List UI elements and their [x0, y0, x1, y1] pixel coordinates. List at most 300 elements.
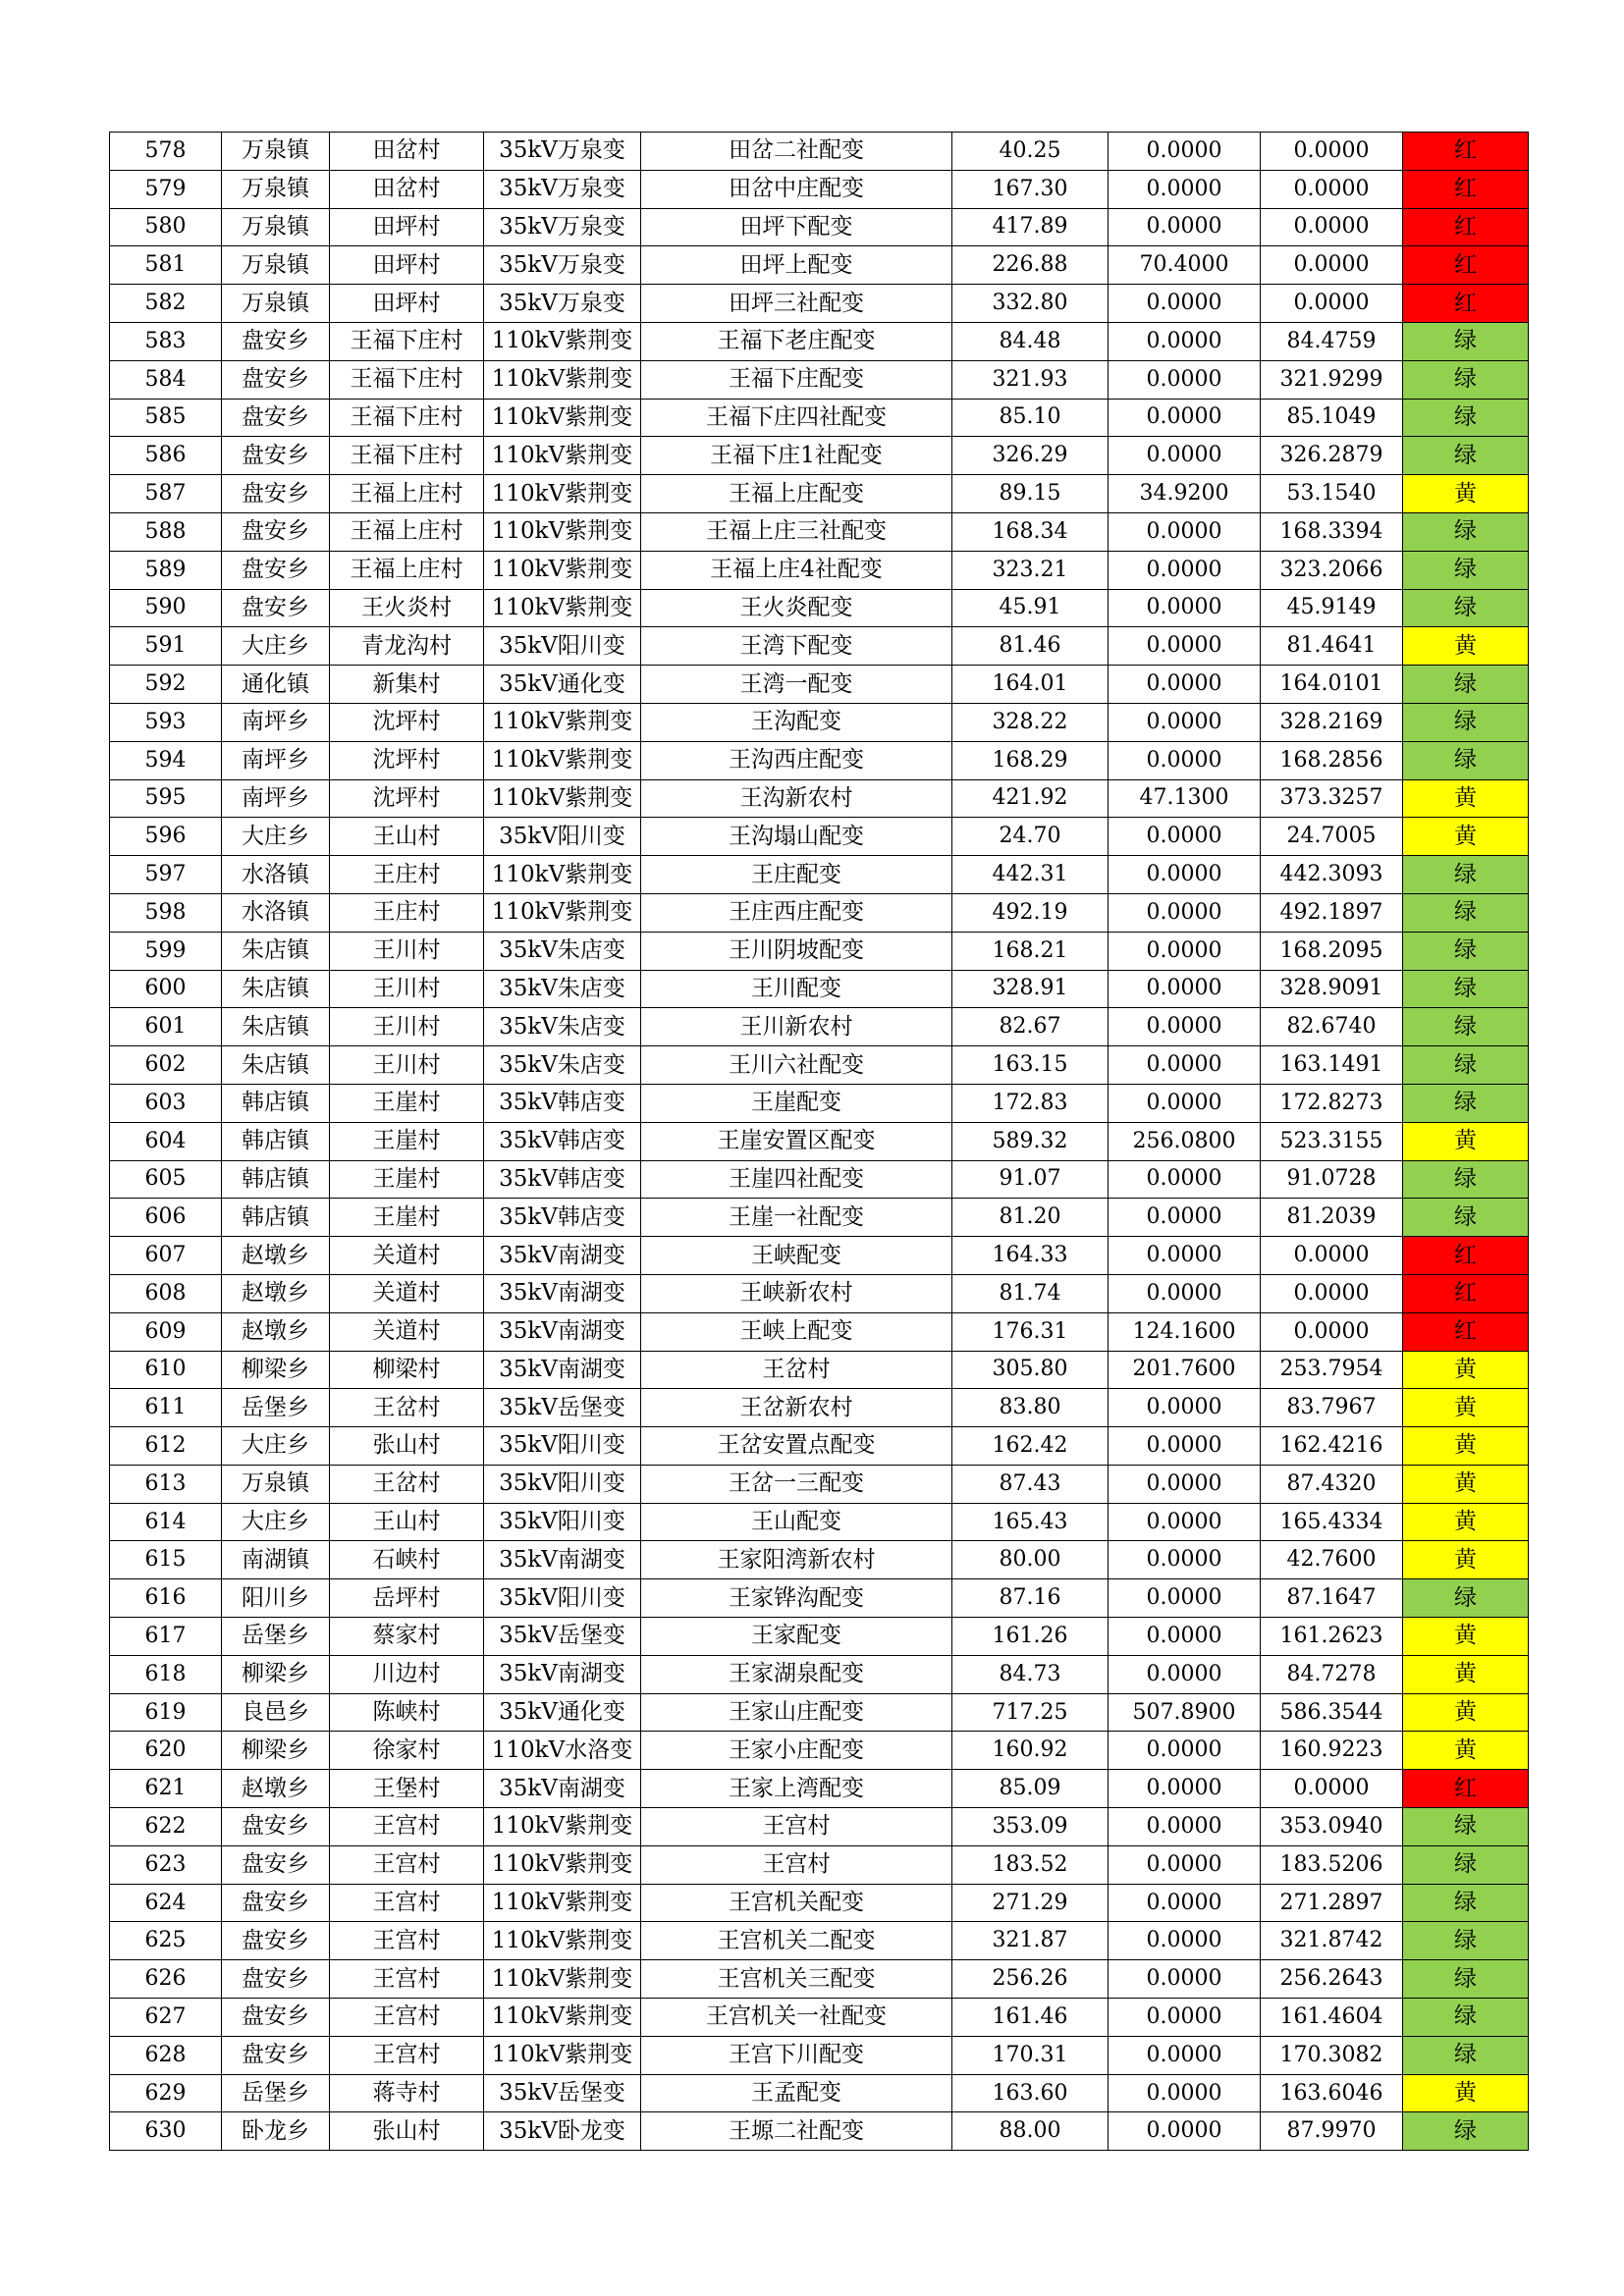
substation: 35kV南湖变	[484, 1541, 641, 1579]
table-row	[110, 970, 1529, 1008]
substation: 35kV阳川变	[484, 627, 641, 666]
table-row	[110, 1808, 1529, 1846]
value-b: 326.2879	[1261, 437, 1403, 475]
village: 王庄村	[330, 856, 484, 894]
table-row	[110, 246, 1529, 285]
transformer-name: 王家铧沟配变	[641, 1579, 952, 1618]
status-badge: 红	[1403, 1237, 1529, 1275]
row-index: 612	[110, 1427, 222, 1466]
value-b: 0.0000	[1261, 285, 1403, 323]
table-row	[110, 1503, 1529, 1541]
village: 王福上庄村	[330, 512, 484, 551]
value-b: 323.2066	[1261, 551, 1403, 589]
value-a: 0.0000	[1109, 1389, 1261, 1427]
capacity-value: 91.07	[952, 1160, 1109, 1199]
status-badge: 绿	[1403, 1999, 1529, 2037]
village: 张山村	[330, 1427, 484, 1466]
row-index: 587	[110, 475, 222, 513]
substation: 110kV紫荆变	[484, 399, 641, 437]
transformer-name: 王崖安置区配变	[641, 1122, 952, 1160]
substation: 110kV紫荆变	[484, 1884, 641, 1922]
row-index: 600	[110, 970, 222, 1008]
substation: 35kV阳川变	[484, 1427, 641, 1466]
substation: 35kV万泉变	[484, 285, 641, 323]
village: 王川村	[330, 932, 484, 970]
substation: 35kV朱店变	[484, 932, 641, 970]
value-a: 0.0000	[1109, 1274, 1261, 1312]
value-b: 83.7967	[1261, 1389, 1403, 1427]
village: 王宫村	[330, 2036, 484, 2074]
township: 大庄乡	[222, 1503, 330, 1541]
township: 大庄乡	[222, 1427, 330, 1466]
value-b: 24.7005	[1261, 818, 1403, 856]
status-badge: 黄	[1403, 1732, 1529, 1770]
row-index: 628	[110, 2036, 222, 2074]
village: 王庄村	[330, 893, 484, 932]
substation: 35kV韩店变	[484, 1084, 641, 1122]
village: 王宫村	[330, 1845, 484, 1884]
value-b: 84.4759	[1261, 322, 1403, 360]
township: 阳川乡	[222, 1579, 330, 1618]
status-badge: 绿	[1403, 1084, 1529, 1122]
capacity-value: 165.43	[952, 1503, 1109, 1541]
transformer-name: 王福上庄配变	[641, 475, 952, 513]
township: 朱店镇	[222, 1008, 330, 1046]
township: 水洛镇	[222, 856, 330, 894]
township: 盘安乡	[222, 589, 330, 627]
transformer-name: 王峡配变	[641, 1237, 952, 1275]
township: 万泉镇	[222, 133, 330, 171]
status-badge: 黄	[1403, 1693, 1529, 1732]
value-b: 163.6046	[1261, 2074, 1403, 2112]
township: 大庄乡	[222, 627, 330, 666]
substation: 110kV紫荆变	[484, 1999, 641, 2037]
status-badge: 绿	[1403, 551, 1529, 589]
village: 新集村	[330, 666, 484, 704]
capacity-value: 24.70	[952, 818, 1109, 856]
value-b: 91.0728	[1261, 1160, 1403, 1199]
table-row	[110, 2112, 1529, 2151]
status-badge: 黄	[1403, 1465, 1529, 1503]
status-badge: 绿	[1403, 2036, 1529, 2074]
transformer-name: 王庄配变	[641, 856, 952, 894]
transformer-name: 田坪三社配变	[641, 285, 952, 323]
township: 盘安乡	[222, 1922, 330, 1960]
transformer-name: 王家上湾配变	[641, 1770, 952, 1808]
value-b: 81.4641	[1261, 627, 1403, 666]
value-b: 0.0000	[1261, 246, 1403, 285]
value-a: 0.0000	[1109, 399, 1261, 437]
capacity-value: 81.74	[952, 1274, 1109, 1312]
row-index: 615	[110, 1541, 222, 1579]
value-b: 168.2095	[1261, 932, 1403, 970]
transformer-name: 王崖配变	[641, 1084, 952, 1122]
township: 盘安乡	[222, 399, 330, 437]
table-row	[110, 285, 1529, 323]
value-b: 42.7600	[1261, 1541, 1403, 1579]
capacity-value: 82.67	[952, 1008, 1109, 1046]
transformer-name: 王家阳湾新农村	[641, 1541, 952, 1579]
value-b: 45.9149	[1261, 589, 1403, 627]
village: 田坪村	[330, 285, 484, 323]
capacity-value: 183.52	[952, 1845, 1109, 1884]
status-badge: 绿	[1403, 322, 1529, 360]
transformer-name: 王岔安置点配变	[641, 1427, 952, 1466]
township: 大庄乡	[222, 818, 330, 856]
substation: 35kV岳堡变	[484, 2074, 641, 2112]
status-badge: 绿	[1403, 666, 1529, 704]
table-row	[110, 932, 1529, 970]
township: 赵墩乡	[222, 1770, 330, 1808]
value-a: 0.0000	[1109, 1084, 1261, 1122]
value-a: 0.0000	[1109, 703, 1261, 741]
value-a: 0.0000	[1109, 1579, 1261, 1618]
row-index: 625	[110, 1922, 222, 1960]
capacity-value: 161.26	[952, 1618, 1109, 1656]
transformer-name: 王宫机关一社配变	[641, 1999, 952, 2037]
township: 南坪乡	[222, 779, 330, 818]
village: 陈峡村	[330, 1693, 484, 1732]
transformer-name: 王宫机关配变	[641, 1884, 952, 1922]
status-badge: 绿	[1403, 932, 1529, 970]
value-a: 0.0000	[1109, 627, 1261, 666]
value-a: 0.0000	[1109, 170, 1261, 208]
value-a: 0.0000	[1109, 1465, 1261, 1503]
table-row	[110, 170, 1529, 208]
value-a: 0.0000	[1109, 551, 1261, 589]
substation: 110kV紫荆变	[484, 475, 641, 513]
value-b: 442.3093	[1261, 856, 1403, 894]
row-index: 585	[110, 399, 222, 437]
substation: 110kV紫荆变	[484, 551, 641, 589]
table-row	[110, 208, 1529, 246]
value-b: 586.3544	[1261, 1693, 1403, 1732]
capacity-value: 83.80	[952, 1389, 1109, 1427]
value-a: 256.0800	[1109, 1122, 1261, 1160]
village: 田坪村	[330, 246, 484, 285]
value-a: 0.0000	[1109, 2112, 1261, 2151]
value-b: 0.0000	[1261, 1770, 1403, 1808]
substation: 110kV紫荆变	[484, 1845, 641, 1884]
value-b: 0.0000	[1261, 1312, 1403, 1351]
row-index: 592	[110, 666, 222, 704]
capacity-value: 321.87	[952, 1922, 1109, 1960]
value-a: 0.0000	[1109, 1618, 1261, 1656]
capacity-value: 84.73	[952, 1655, 1109, 1693]
value-a: 0.0000	[1109, 1541, 1261, 1579]
table-row	[110, 1732, 1529, 1770]
substation: 110kV紫荆变	[484, 1808, 641, 1846]
village: 王岔村	[330, 1389, 484, 1427]
capacity-value: 167.30	[952, 170, 1109, 208]
status-badge: 黄	[1403, 1503, 1529, 1541]
status-badge: 黄	[1403, 818, 1529, 856]
transformer-name: 王岔新农村	[641, 1389, 952, 1427]
village: 沈坪村	[330, 741, 484, 779]
status-badge: 绿	[1403, 703, 1529, 741]
status-badge: 黄	[1403, 1389, 1529, 1427]
capacity-value: 417.89	[952, 208, 1109, 246]
capacity-value: 589.32	[952, 1122, 1109, 1160]
township: 水洛镇	[222, 893, 330, 932]
status-badge: 绿	[1403, 1046, 1529, 1085]
capacity-value: 168.29	[952, 741, 1109, 779]
capacity-value: 332.80	[952, 285, 1109, 323]
value-b: 160.9223	[1261, 1732, 1403, 1770]
table-row	[110, 666, 1529, 704]
capacity-value: 328.22	[952, 703, 1109, 741]
transformer-name: 王川配变	[641, 970, 952, 1008]
value-b: 321.9299	[1261, 360, 1403, 399]
village: 关道村	[330, 1312, 484, 1351]
value-b: 168.3394	[1261, 512, 1403, 551]
township: 朱店镇	[222, 970, 330, 1008]
status-badge: 红	[1403, 1770, 1529, 1808]
substation: 110kV紫荆变	[484, 893, 641, 932]
status-badge: 绿	[1403, 360, 1529, 399]
table-row	[110, 856, 1529, 894]
value-b: 353.0940	[1261, 1808, 1403, 1846]
township: 盘安乡	[222, 1808, 330, 1846]
table-row	[110, 1046, 1529, 1085]
status-badge: 红	[1403, 1274, 1529, 1312]
township: 万泉镇	[222, 170, 330, 208]
row-index: 619	[110, 1693, 222, 1732]
capacity-value: 176.31	[952, 1312, 1109, 1351]
row-index: 580	[110, 208, 222, 246]
substation: 35kV万泉变	[484, 133, 641, 171]
status-badge: 绿	[1403, 741, 1529, 779]
township: 盘安乡	[222, 360, 330, 399]
village: 张山村	[330, 2112, 484, 2151]
row-index: 608	[110, 1274, 222, 1312]
row-index: 614	[110, 1503, 222, 1541]
status-badge: 绿	[1403, 399, 1529, 437]
value-b: 183.5206	[1261, 1845, 1403, 1884]
village: 青龙沟村	[330, 627, 484, 666]
status-badge: 黄	[1403, 1655, 1529, 1693]
table-row	[110, 2036, 1529, 2074]
capacity-value: 168.21	[952, 932, 1109, 970]
township: 南湖镇	[222, 1541, 330, 1579]
substation: 110kV紫荆变	[484, 1960, 641, 1999]
row-index: 601	[110, 1008, 222, 1046]
township: 韩店镇	[222, 1084, 330, 1122]
status-badge: 绿	[1403, 1808, 1529, 1846]
village: 蒋寺村	[330, 2074, 484, 2112]
table-row	[110, 1922, 1529, 1960]
capacity-value: 256.26	[952, 1960, 1109, 1999]
substation: 35kV南湖变	[484, 1312, 641, 1351]
village: 关道村	[330, 1274, 484, 1312]
value-b: 87.1647	[1261, 1579, 1403, 1618]
transformer-name: 王沟塌山配变	[641, 818, 952, 856]
transformer-name: 王宫村	[641, 1845, 952, 1884]
row-index: 584	[110, 360, 222, 399]
capacity-value: 88.00	[952, 2112, 1109, 2151]
township: 韩店镇	[222, 1122, 330, 1160]
capacity-value: 163.15	[952, 1046, 1109, 1085]
row-index: 604	[110, 1122, 222, 1160]
capacity-value: 321.93	[952, 360, 1109, 399]
substation: 35kV通化变	[484, 666, 641, 704]
substation: 35kV阳川变	[484, 818, 641, 856]
capacity-value: 164.01	[952, 666, 1109, 704]
village: 王堡村	[330, 1770, 484, 1808]
township: 柳梁乡	[222, 1732, 330, 1770]
value-a: 0.0000	[1109, 1199, 1261, 1237]
row-index: 579	[110, 170, 222, 208]
transformer-name: 王塬二社配变	[641, 2112, 952, 2151]
village: 徐家村	[330, 1732, 484, 1770]
value-a: 70.4000	[1109, 246, 1261, 285]
village: 王山村	[330, 818, 484, 856]
township: 赵墩乡	[222, 1274, 330, 1312]
substation: 35kV南湖变	[484, 1351, 641, 1389]
transformer-name: 王福下庄配变	[641, 360, 952, 399]
township: 岳堡乡	[222, 2074, 330, 2112]
value-a: 0.0000	[1109, 1960, 1261, 1999]
capacity-value: 305.80	[952, 1351, 1109, 1389]
substation: 110kV紫荆变	[484, 1922, 641, 1960]
value-b: 328.9091	[1261, 970, 1403, 1008]
transformer-name: 王崖四社配变	[641, 1160, 952, 1199]
capacity-value: 161.46	[952, 1999, 1109, 2037]
table-row	[110, 512, 1529, 551]
status-badge: 绿	[1403, 970, 1529, 1008]
row-index: 596	[110, 818, 222, 856]
table-row	[110, 1008, 1529, 1046]
capacity-value: 81.46	[952, 627, 1109, 666]
table-row	[110, 779, 1529, 818]
substation: 35kV韩店变	[484, 1160, 641, 1199]
substation: 110kV紫荆变	[484, 589, 641, 627]
value-a: 34.9200	[1109, 475, 1261, 513]
transformer-name: 王山配变	[641, 1503, 952, 1541]
township: 柳梁乡	[222, 1655, 330, 1693]
row-index: 630	[110, 2112, 222, 2151]
row-index: 627	[110, 1999, 222, 2037]
value-b: 0.0000	[1261, 208, 1403, 246]
row-index: 626	[110, 1960, 222, 1999]
status-badge: 绿	[1403, 1884, 1529, 1922]
township: 盘安乡	[222, 1999, 330, 2037]
status-badge: 黄	[1403, 627, 1529, 666]
substation: 35kV卧龙变	[484, 2112, 641, 2151]
value-a: 0.0000	[1109, 1503, 1261, 1541]
status-badge: 绿	[1403, 1845, 1529, 1884]
transformer-name: 王川新农村	[641, 1008, 952, 1046]
value-b: 172.8273	[1261, 1084, 1403, 1122]
row-index: 599	[110, 932, 222, 970]
table-row	[110, 1160, 1529, 1199]
table-row	[110, 437, 1529, 475]
value-a: 0.0000	[1109, 970, 1261, 1008]
capacity-value: 87.43	[952, 1465, 1109, 1503]
table-row	[110, 322, 1529, 360]
table-row	[110, 1237, 1529, 1275]
transformer-name: 王峡上配变	[641, 1312, 952, 1351]
value-a: 201.7600	[1109, 1351, 1261, 1389]
substation: 35kV韩店变	[484, 1199, 641, 1237]
township: 万泉镇	[222, 1465, 330, 1503]
status-badge: 黄	[1403, 1541, 1529, 1579]
row-index: 582	[110, 285, 222, 323]
substation: 35kV南湖变	[484, 1655, 641, 1693]
value-b: 321.8742	[1261, 1922, 1403, 1960]
value-b: 0.0000	[1261, 1274, 1403, 1312]
row-index: 591	[110, 627, 222, 666]
row-index: 593	[110, 703, 222, 741]
township: 韩店镇	[222, 1199, 330, 1237]
substation: 35kV朱店变	[484, 1046, 641, 1085]
village: 王宫村	[330, 1999, 484, 2037]
value-b: 165.4334	[1261, 1503, 1403, 1541]
table-row	[110, 1770, 1529, 1808]
transformer-name: 王岔村	[641, 1351, 952, 1389]
table-row	[110, 475, 1529, 513]
table-row	[110, 1579, 1529, 1618]
village: 沈坪村	[330, 703, 484, 741]
village: 王福下庄村	[330, 437, 484, 475]
status-badge: 绿	[1403, 893, 1529, 932]
transformer-name: 王庄西庄配变	[641, 893, 952, 932]
value-a: 0.0000	[1109, 1845, 1261, 1884]
village: 田岔村	[330, 170, 484, 208]
row-index: 581	[110, 246, 222, 285]
substation: 110kV紫荆变	[484, 856, 641, 894]
township: 盘安乡	[222, 1960, 330, 1999]
row-index: 616	[110, 1579, 222, 1618]
township: 柳梁乡	[222, 1351, 330, 1389]
substation: 110kV紫荆变	[484, 779, 641, 818]
value-a: 0.0000	[1109, 589, 1261, 627]
table-row	[110, 2074, 1529, 2112]
row-index: 617	[110, 1618, 222, 1656]
row-index: 588	[110, 512, 222, 551]
village: 王岔村	[330, 1465, 484, 1503]
capacity-value: 87.16	[952, 1579, 1109, 1618]
value-a: 0.0000	[1109, 1808, 1261, 1846]
row-index: 624	[110, 1884, 222, 1922]
capacity-value: 164.33	[952, 1237, 1109, 1275]
capacity-value: 85.09	[952, 1770, 1109, 1808]
value-a: 0.0000	[1109, 208, 1261, 246]
capacity-value: 84.48	[952, 322, 1109, 360]
capacity-value: 421.92	[952, 779, 1109, 818]
village: 田坪村	[330, 208, 484, 246]
value-a: 0.0000	[1109, 1922, 1261, 1960]
row-index: 610	[110, 1351, 222, 1389]
value-a: 0.0000	[1109, 1427, 1261, 1466]
table-row	[110, 1693, 1529, 1732]
value-a: 0.0000	[1109, 322, 1261, 360]
value-b: 85.1049	[1261, 399, 1403, 437]
status-badge: 绿	[1403, 2112, 1529, 2151]
status-badge: 绿	[1403, 1199, 1529, 1237]
row-index: 595	[110, 779, 222, 818]
capacity-value: 326.29	[952, 437, 1109, 475]
transformer-name: 王家配变	[641, 1618, 952, 1656]
village: 王崖村	[330, 1084, 484, 1122]
status-badge: 黄	[1403, 1427, 1529, 1466]
capacity-value: 81.20	[952, 1199, 1109, 1237]
village: 柳梁村	[330, 1351, 484, 1389]
township: 盘安乡	[222, 475, 330, 513]
transformer-name: 王孟配变	[641, 2074, 952, 2112]
value-a: 0.0000	[1109, 1655, 1261, 1693]
table-row	[110, 1351, 1529, 1389]
